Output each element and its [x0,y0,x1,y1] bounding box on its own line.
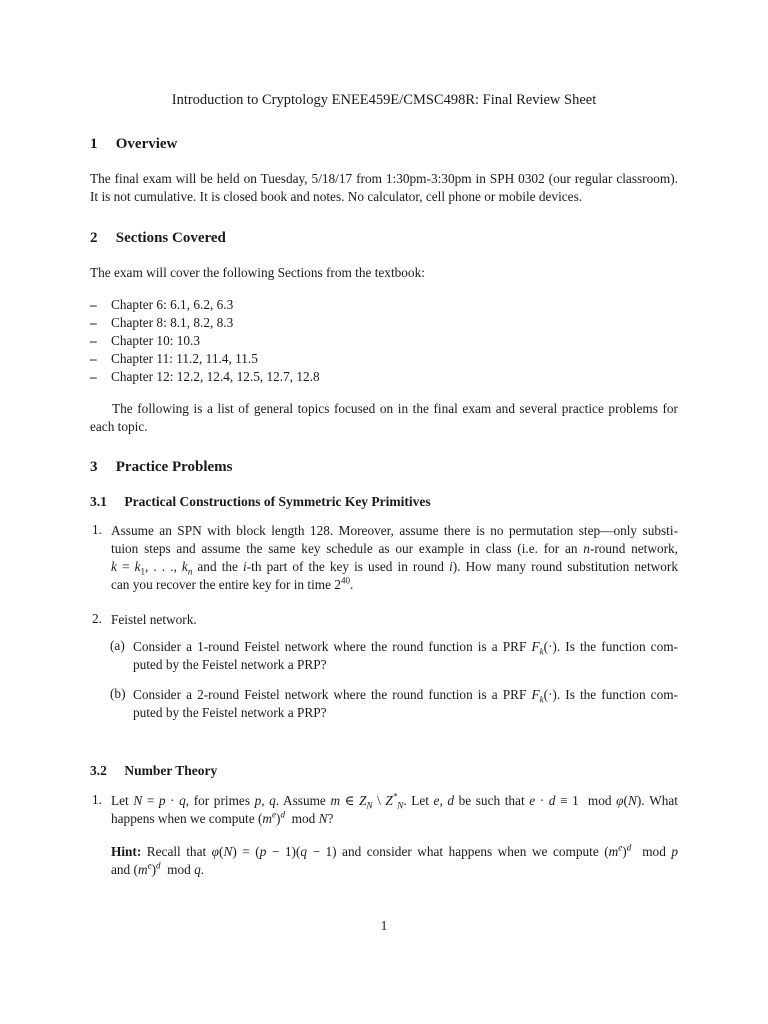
hint-line: and $(m^e)^d$ mod q. [111,860,205,877]
power-mod-q-formula: $(m^e)^d$ mod q [133,860,201,877]
problem-line: Assume an SPN with block length 128. Moreover, assume there is no permutation step—only substi- [111,523,678,538]
chapter-item-text: Chapter 8: 8.1, 8.2, 8.3 [111,315,234,330]
chapter-list-item [90,332,200,350]
section-overview-heading [90,136,177,153]
subsection-number-theory-heading [90,763,217,779]
subsection-number: 3.1 [90,494,107,509]
section-title: Overview [115,136,178,152]
followup-line: each topic. [90,419,148,434]
problem-number: 1. [92,522,102,537]
subproblem-line: Consider a 1-round Feistel network where the round function is a PRF $F_k(\cdot)$. Is the function com- [133,639,678,657]
section-covered-heading [90,230,226,247]
overview-paragraph [90,170,678,206]
subproblem-line: puted by the Feistel network a PRP? [133,705,327,720]
subsection-title: Practical Constructions of Symmetric Key Primitives [124,494,431,509]
set-membership-formula: m ∈ $Z_N$ \ $Z^*_N$ [330,791,404,811]
subsection-symmetric-heading [90,494,431,510]
problem-line: $k = k_1$, . . ., $k_n$ and the i-th part of the key is used in round i). How many round substitution network [111,559,678,577]
congruence-formula: e · d ≡ 1 mod φ(N) [529,793,642,808]
hint-paragraph [111,843,678,879]
problem-spn [111,522,678,594]
problem-number: 1. [92,792,102,807]
power-formula: $(m^e)^d$ mod N [257,809,328,826]
chapter-list-item [90,296,233,314]
subsection-number: 3.2 [90,763,107,778]
modulus-formula: N = p · q [133,793,186,808]
section-practice-heading [90,459,233,476]
covered-followup [90,400,678,436]
covered-intro: The exam will cover the following Sections from the textbook: [90,265,425,280]
chapter-item-text: Chapter 10: 10.3 [111,333,201,348]
subproblem-b [133,686,678,722]
chapter-item-text: Chapter 11: 11.2, 11.4, 11.5 [111,351,258,366]
section-number: 2 [90,230,98,246]
section-title: Practice Problems [115,459,233,475]
problem-number: 2. [92,611,102,626]
subproblem-number: (a) [110,638,125,653]
subproblem-number: (b) [110,686,126,701]
problem-line: Let N = p · q, for primes p, q. Assume m ∈ $Z_N$ \ $Z^*_N$. Let e, d be such that e · d ≡ 1 mod φ(N). What [111,791,678,811]
key-formula: $k = k_1$, . . ., $k_n$ [111,559,193,577]
overview-line: The final exam will be held on Tuesday, 5/18/17 from 1:30pm-3:30pm in SPH 0302 (our regular classroom). [90,171,678,186]
dash-bullet: – [90,351,97,366]
problem-line: tuion steps and assume the same key schedule as our example in class (i.e. for an n-round network, [111,541,678,556]
chapter-item-text: Chapter 12: 12.2, 12.4, 12.5, 12.7, 12.8 [111,369,320,384]
dash-bullet: – [90,315,97,330]
prf-formula: $F_k(\cdot)$ [531,687,557,705]
hint-label: Hint: [111,844,142,859]
totient-formula: φ(N) = (p − 1)(q − 1) [211,844,337,859]
dash-bullet: – [90,333,97,348]
subproblem-a [133,638,678,674]
subproblem-line: Consider a 2-round Feistel network where the round function is a PRF $F_k(\cdot)$. Is the function com- [133,687,678,705]
hint-line: Hint: Recall that φ(N) = (p − 1)(q − 1) and consider what happens when we compute $(m^e)^d$ mod p [111,842,678,859]
subsection-title: Number Theory [124,763,218,778]
problem-line: happens when we compute $(m^e)^d$ mod N? [111,809,334,826]
time-bound: $2^{40}$ [334,575,351,592]
problem-rsa [111,792,678,828]
followup-line: The following is a list of general topics focused on in the final exam and several practice problems for [112,401,678,416]
subproblem-line: puted by the Feistel network a PRP? [133,657,327,672]
page-number: 1 [380,918,388,933]
dash-bullet: – [90,297,97,312]
problem-line: can you recover the entire key for in time $2^{40}$. [111,575,354,592]
problem-feistel: Feistel network. [111,612,197,627]
chapter-list-item [90,314,233,332]
section-number: 1 [90,136,98,152]
chapter-list-item [90,350,258,368]
document-title: Introduction to Cryptology ENEE459E/CMSC498R: Final Review Sheet [171,92,597,108]
section-title: Sections Covered [115,230,226,246]
power-mod-p-formula: $(m^e)^d$ mod p [604,842,678,859]
chapter-list-item [90,368,320,386]
prf-formula: $F_k(\cdot)$ [531,639,557,657]
section-number: 3 [90,459,98,475]
dash-bullet: – [90,369,97,384]
overview-line: It is not cumulative. It is closed book and notes. No calculator, cell phone or mobile devices. [90,189,583,204]
chapter-item-text: Chapter 6: 6.1, 6.2, 6.3 [111,297,234,312]
